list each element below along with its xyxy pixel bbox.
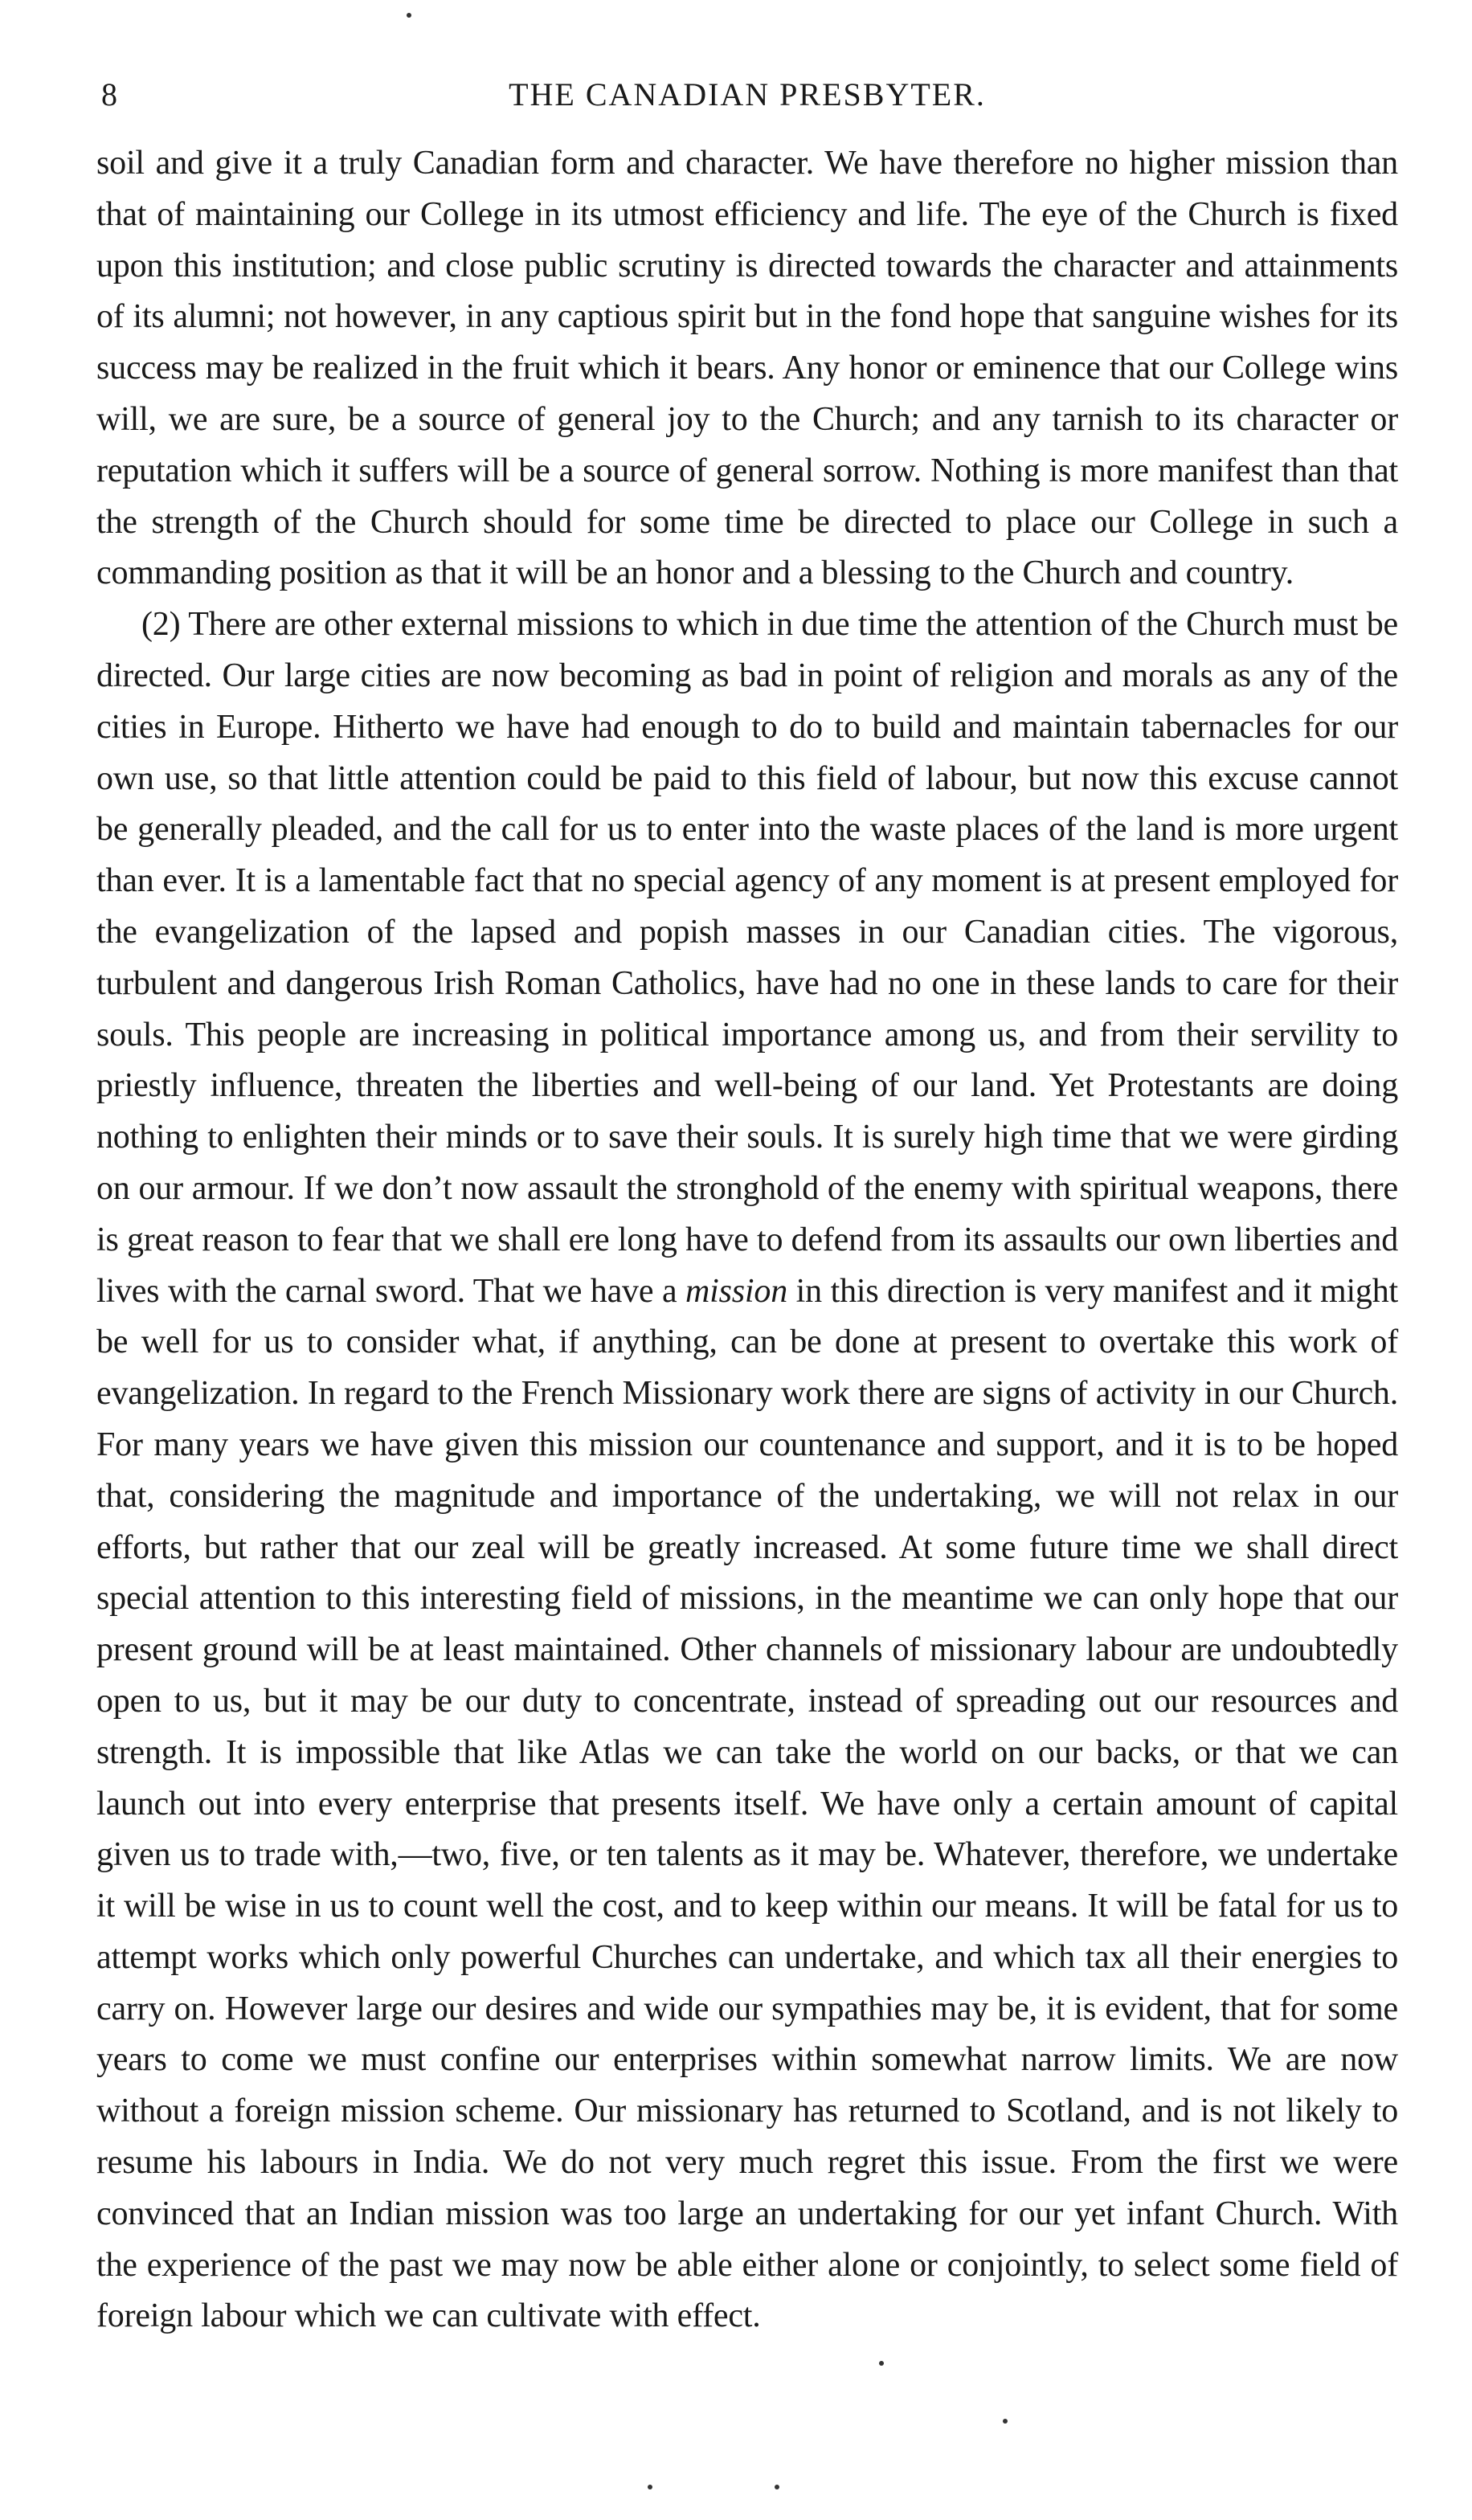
page-number: 8	[101, 76, 117, 112]
emphasized-word: mission	[685, 1272, 788, 1310]
paragraph-continuation: soil and give it a truly Canadian form and character. We have therefore no higher mission than that of maintaining our College in its utmost efficiency and life. The eye of the Church is fixed upon this institution; and close public scrutiny is directed towards the character and attainments of its alumni; not however, in any captious spirit but in the fond hope that sanguine wishes for its success may be realized in the fruit which it bears. Any honor or eminence that our College wins will, we are sure, be a source of general joy to the Church; and any tarnish to its character or reputation which it suffers will be a source of general sorrow. Nothing is more manifest than that the strength of the Church should for some time be directed to place our College in such a commanding position as that it will be an honor and a blessing to the Church and country.	[96, 145, 1398, 592]
stray-ink-dot	[775, 2485, 779, 2489]
document-page	[96, 64, 1398, 2342]
page-header	[96, 64, 1398, 121]
stray-ink-dot	[1003, 2419, 1008, 2424]
stray-ink-dot	[648, 2485, 652, 2489]
stray-ink-dot	[879, 2361, 884, 2366]
body-text	[96, 138, 1398, 2342]
paragraph-text-end: in this direction is very manifest and it might be well for us to consider what, if anything, can be done at present to overtake this work of evangelization. In regard to the French Missionary work there are signs of activity in our Church. For many years we have given this mission our countenance and support, and it is to be hoped that, considering the magnitude and importance of the undertaking, we will not relax in our efforts, but rather that our zeal will be greatly increased. At some future time we shall direct special attention to this interesting field of missions, in the meantime we can only hope that our present ground will be at least maintained. Other channels of missionary labour are undoubtedly open to us, but it may be our duty to concentrate, instead of spreading out our resources and strength. It is impossible that like Atlas we can take the world on our backs, or that we can launch out into every enterprise that presents itself. We have only a certain amount of capital given us to trade with,—two, five, or ten talents as it may be. Whatever, therefore, we undertake it will be wise in us to count well the cost, and to keep within our means. It will be fatal for us to attempt works which only powerful Churches can undertake, and which tax all their energies to carry on. However large our desires and wide our sympathies may be, it is evident, that for some years to come we must confine our enterprises within somewhat narrow limits. We are now without a foreign mission scheme. Our missionary has returned to Scotland, and is not likely to resume his labours in India. We do not very much regret this issue. From the first we were convinced that an Indian mission was too large an undertaking for our yet infant Church. With the experience of the past we may now be able either alone or conjointly, to select some field of foreign labour which we can cultivate with effect.	[96, 1272, 1398, 2335]
paragraph-external-missions	[96, 599, 1398, 2342]
paragraph-text-start: (2) There are other external missions to which in due time the attention of the Church must be directed. Our large cities are now becoming as bad in point of religion and morals as any of the cities in Europe. Hitherto we have had enough to do to build and maintain tabernacles for our own use, so that little attention could be paid to this field of labour, but now this excuse cannot be generally pleaded, and the call for us to enter into the waste places of the land is more urgent than ever. It is a lamentable fact that no special agency of any moment is at present employed for the evangelization of the lapsed and popish masses in our Canadian cities. The vigorous, turbulent and dangerous Irish Roman Catholics, have had no one in these lands to care for their souls. This people are increasing in political importance among us, and from their servility to priestly influence, threaten the liberties and well-being of our land. Yet Protestants are doing nothing to enlighten their minds or to save their souls. It is surely high time that we were girding on our armour. If we don’t now assault the stronghold of the enemy with spiritual weapons, there is great reason to fear that we shall ere long have to defend from its assaults our own liberties and lives with the carnal sword. That we have a	[96, 606, 1398, 1310]
stray-ink-dot	[407, 13, 411, 18]
running-head: THE CANADIAN PRESBYTER.	[509, 76, 986, 112]
